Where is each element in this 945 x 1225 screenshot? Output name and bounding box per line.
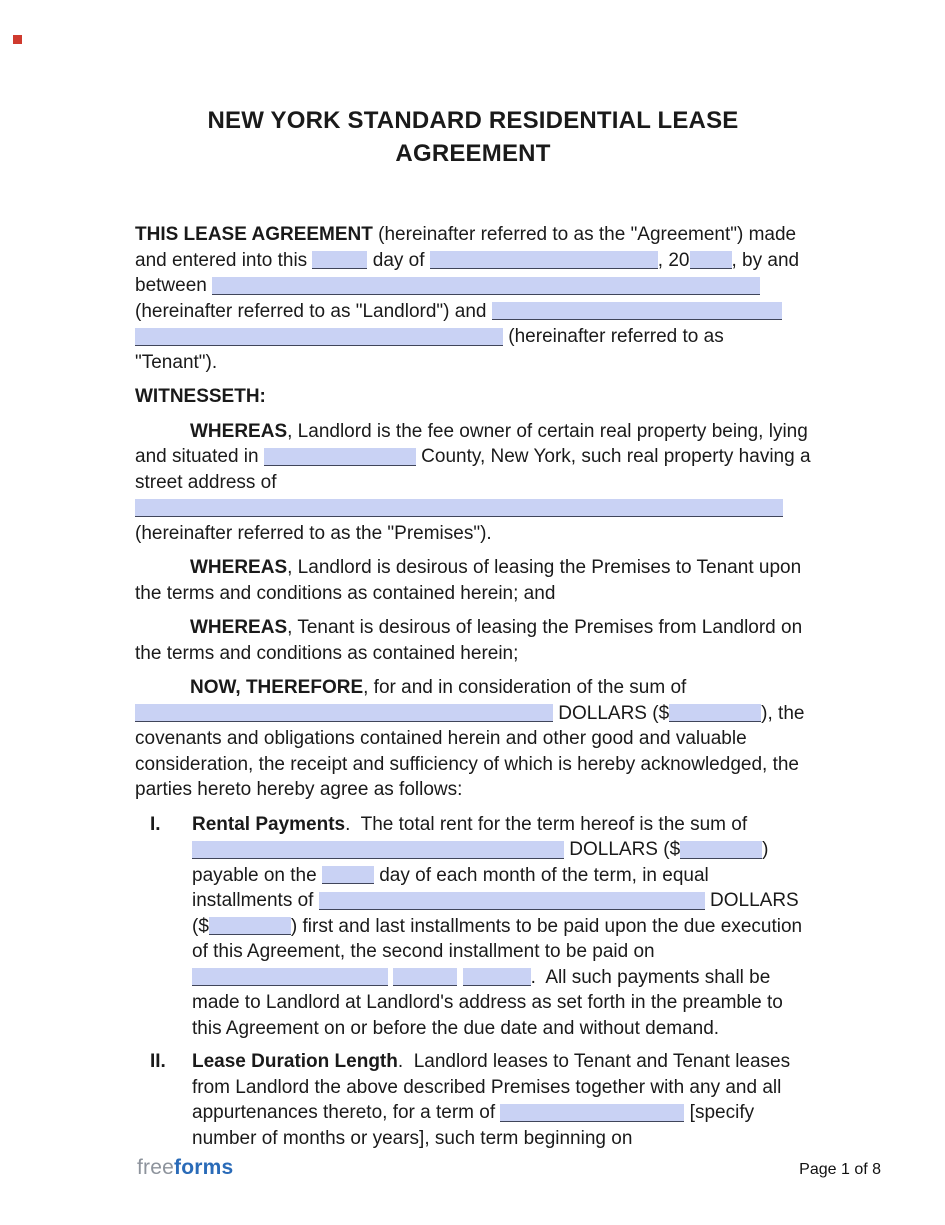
paragraph-intro (135, 222, 811, 375)
clause-lease-duration (135, 1049, 811, 1151)
blank-field[interactable] (135, 704, 553, 722)
blank-field[interactable] (312, 251, 367, 269)
text-run: County, New York, such real property having a street address of (135, 446, 811, 493)
text-run: day of (367, 249, 430, 271)
bold-text: WHEREAS (190, 617, 288, 638)
bold-text: NOW, THEREFORE (190, 677, 364, 698)
blank-field[interactable] (135, 328, 503, 346)
paragraph-whereas-tenant (135, 615, 811, 666)
text-run: . All such payments shall be made to Landlord at Landlord's address as set forth in the preamble to this Agreement on or before the due date and without demand. (192, 966, 783, 1039)
blank-field[interactable] (192, 968, 388, 986)
text-run: (hereinafter referred to as the "Premises"). (135, 522, 492, 544)
bold-text: WITNESSETH: (135, 386, 266, 407)
text-run: [specify number of months or years], such term beginning on (192, 1102, 755, 1149)
paragraph-whereas-property (135, 419, 811, 547)
blank-field[interactable] (192, 841, 564, 859)
paragraph-whereas-landlord (135, 555, 811, 606)
bold-text: Lease Duration Length (192, 1051, 398, 1072)
clause-body (192, 1049, 811, 1151)
page-footer (137, 1156, 881, 1180)
logo-free-text: free (137, 1156, 174, 1179)
title-line-2: AGREEMENT (395, 140, 551, 167)
text-run: , Landlord is the fee owner of certain real property being, lying and situated in (135, 420, 808, 467)
text-run: ) first and last installments to be paid upon the due execution of this Agreement, the second installment to be paid on (192, 915, 803, 962)
text-run: , Tenant is desirous of leasing the Premises from Landlord on the terms and conditions as contained herein; (135, 617, 803, 664)
text-run: ) payable on the (192, 839, 769, 886)
text-run: , 20 (657, 249, 690, 271)
clauses-list (135, 812, 811, 1152)
blank-field[interactable] (463, 968, 531, 986)
freeforms-logo[interactable] (137, 1156, 233, 1180)
text-run: (hereinafter referred to as "Landlord") and (135, 300, 492, 322)
paragraph-now-therefore (135, 675, 811, 803)
text-run: (hereinafter referred to as "Tenant"). (135, 326, 724, 373)
text-run: . The total rent for the term hereof is the sum of (345, 813, 748, 835)
text-run: . Landlord leases to Tenant and Tenant leases from Landlord the above described Premises together with any and all appurtenances thereto, for a term of (192, 1051, 791, 1123)
clause-rental-payments (135, 812, 811, 1042)
bold-text: WHEREAS (190, 557, 288, 578)
page-number-label: Page 1 of 8 (799, 1161, 881, 1178)
blank-field[interactable] (492, 302, 782, 320)
text-run: , Landlord is desirous of leasing the Premises to Tenant upon the terms and conditions as contained herein; and (135, 557, 802, 604)
text-run: , by and between (135, 249, 800, 296)
blank-field[interactable] (690, 251, 732, 269)
blank-field[interactable] (212, 277, 760, 295)
blank-field[interactable] (209, 917, 291, 935)
blank-field[interactable] (500, 1104, 684, 1122)
text-run: , for and in consideration of the sum of (363, 677, 687, 698)
text-run: DOLLARS ($ (564, 839, 681, 860)
paragraph-witnesseth (135, 384, 811, 410)
blank-field[interactable] (319, 892, 705, 910)
blank-field[interactable] (430, 251, 658, 269)
blank-field[interactable] (680, 841, 762, 859)
blank-field[interactable] (135, 499, 783, 517)
document-content (135, 104, 811, 1159)
clause-number: I. (150, 813, 161, 835)
bold-text: THIS LEASE AGREEMENT (135, 224, 373, 245)
bold-text: WHEREAS (190, 420, 288, 442)
red-artifact-mark (13, 35, 22, 44)
blank-field[interactable] (322, 866, 374, 884)
text-run: ), the covenants and obligations contained herein and other good and valuable consideration, the receipt and sufficiency of which is hereby acknowledged, the parties hereto hereby agree as follows: (135, 702, 805, 800)
text-run: day of each month of the term, in equal installments of (192, 864, 709, 911)
logo-forms-text: forms (174, 1156, 234, 1179)
clause-number: II. (150, 1051, 166, 1072)
text-run: DOLLARS ($ (553, 702, 670, 724)
blank-field[interactable] (669, 704, 761, 722)
blank-field[interactable] (264, 448, 416, 466)
text-run: DOLLARS ($ (192, 890, 799, 937)
title-line-1: NEW YORK STANDARD RESIDENTIAL LEASE (207, 107, 739, 134)
clause-body (192, 812, 811, 1042)
text-run: (hereinafter referred to as the "Agreement") made and entered into this (135, 224, 797, 271)
bold-text: Rental Payments (192, 813, 346, 835)
document-title (135, 104, 811, 170)
blank-field[interactable] (393, 968, 457, 986)
